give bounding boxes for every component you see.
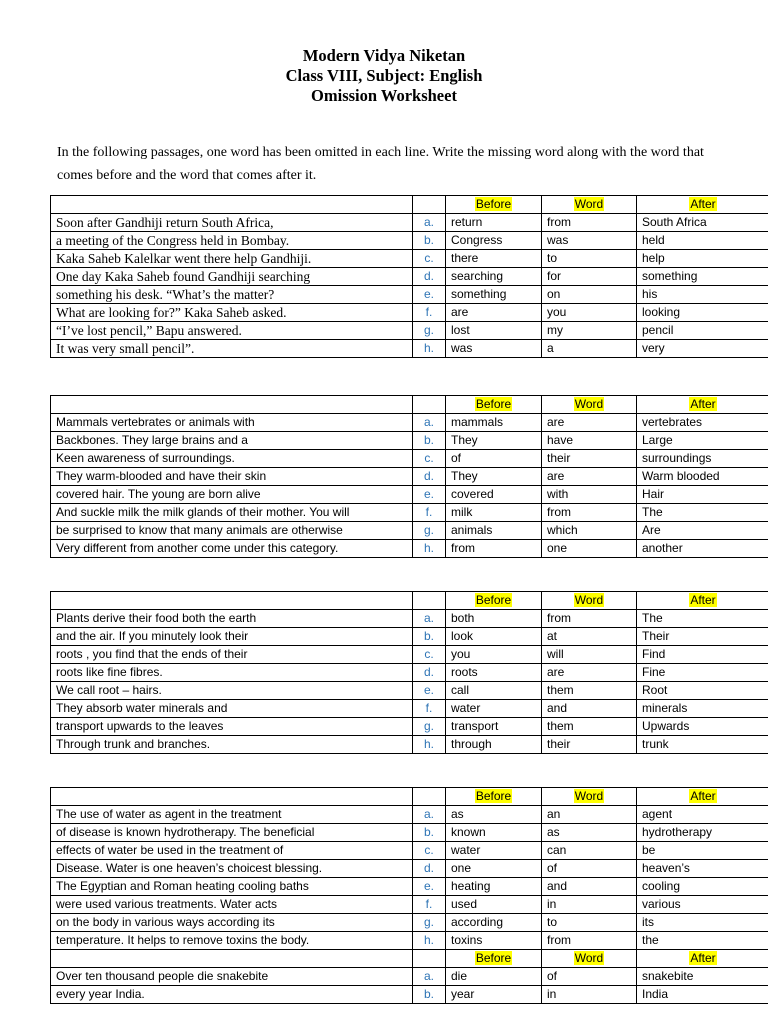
after-word: Fine — [637, 664, 768, 682]
missing-word: was — [542, 232, 637, 250]
after-word: Hair — [637, 486, 768, 504]
before-word: call — [446, 682, 542, 700]
before-word: year — [446, 986, 542, 1004]
before-word: They — [446, 468, 542, 486]
after-word: its — [637, 914, 768, 932]
item-letter: b. — [413, 986, 446, 1004]
column-header-word — [542, 788, 637, 806]
before-word: from — [446, 540, 542, 558]
table-header-row — [51, 950, 768, 968]
before-word: water — [446, 700, 542, 718]
passage-line: The use of water as agent in the treatment — [51, 806, 413, 824]
passage-line: were used various treatments. Water acts — [51, 896, 413, 914]
table-row — [51, 878, 768, 896]
passage-line: Through trunk and branches. — [51, 736, 413, 754]
before-word: there — [446, 250, 542, 268]
worksheet-title: Omission Worksheet — [311, 86, 457, 105]
missing-word: you — [542, 304, 637, 322]
before-word: mammals — [446, 414, 542, 432]
passage-line: effects of water be used in the treatment of — [51, 842, 413, 860]
column-header-after — [637, 396, 768, 414]
passage-line: Backbones. They large brains and a — [51, 432, 413, 450]
before-word: roots — [446, 664, 542, 682]
before-word: return — [446, 214, 542, 232]
column-header-label: Word — [574, 397, 604, 411]
after-word: Their — [637, 628, 768, 646]
column-header-label: Before — [475, 397, 512, 411]
passage-line: every year India. — [51, 986, 413, 1004]
item-letter: e. — [413, 682, 446, 700]
before-word: known — [446, 824, 542, 842]
missing-word: and — [542, 878, 637, 896]
after-word: his — [637, 286, 768, 304]
after-word: Find — [637, 646, 768, 664]
passage-line: They absorb water minerals and — [51, 700, 413, 718]
item-letter: b. — [413, 628, 446, 646]
missing-word: for — [542, 268, 637, 286]
after-word: Are — [637, 522, 768, 540]
after-word: help — [637, 250, 768, 268]
before-word: covered — [446, 486, 542, 504]
before-word: of — [446, 450, 542, 468]
item-letter: e. — [413, 486, 446, 504]
missing-word: have — [542, 432, 637, 450]
before-word: heating — [446, 878, 542, 896]
passage-line: something his desk. “What’s the matter? — [51, 286, 413, 304]
passage-line: Keen awareness of surroundings. — [51, 450, 413, 468]
passage-table-2 — [50, 395, 768, 558]
item-letter: h. — [413, 736, 446, 754]
table-row — [51, 468, 768, 486]
before-word: used — [446, 896, 542, 914]
worksheet-header — [0, 46, 768, 106]
before-word: according — [446, 914, 542, 932]
after-word: Upwards — [637, 718, 768, 736]
table-row — [51, 986, 768, 1004]
after-word: Warm blooded — [637, 468, 768, 486]
column-header-word — [542, 396, 637, 414]
column-header-after — [637, 592, 768, 610]
table-row — [51, 522, 768, 540]
missing-word: from — [542, 214, 637, 232]
item-letter: d. — [413, 664, 446, 682]
item-letter: b. — [413, 824, 446, 842]
table-row — [51, 718, 768, 736]
item-letter: c. — [413, 842, 446, 860]
after-word: India — [637, 986, 768, 1004]
item-letter: g. — [413, 718, 446, 736]
missing-word: and — [542, 700, 637, 718]
column-header-label: Word — [574, 197, 604, 211]
item-letter: h. — [413, 540, 446, 558]
missing-word: my — [542, 322, 637, 340]
passage-line: a meeting of the Congress held in Bombay. — [51, 232, 413, 250]
after-word: vertebrates — [637, 414, 768, 432]
table-row — [51, 824, 768, 842]
passage-table-1 — [50, 195, 768, 358]
table-row — [51, 340, 768, 358]
before-word: water — [446, 842, 542, 860]
before-word: was — [446, 340, 542, 358]
column-header-label: Before — [475, 951, 512, 965]
table-row — [51, 700, 768, 718]
after-word: snakebite — [637, 968, 768, 986]
table-row — [51, 250, 768, 268]
item-letter: a. — [413, 806, 446, 824]
table-row — [51, 842, 768, 860]
missing-word: are — [542, 468, 637, 486]
after-word: looking — [637, 304, 768, 322]
passage-line: covered hair. The young are born alive — [51, 486, 413, 504]
item-letter: b. — [413, 232, 446, 250]
before-word: look — [446, 628, 542, 646]
after-word: various — [637, 896, 768, 914]
missing-word: with — [542, 486, 637, 504]
item-letter: e. — [413, 878, 446, 896]
table-header-row — [51, 592, 768, 610]
column-header-label: Word — [574, 789, 604, 803]
after-word: South Africa — [637, 214, 768, 232]
table-row — [51, 432, 768, 450]
table-row — [51, 646, 768, 664]
item-letter: d. — [413, 468, 446, 486]
missing-word: can — [542, 842, 637, 860]
passage-line: Disease. Water is one heaven’s choicest blessing. — [51, 860, 413, 878]
column-header-after — [637, 950, 768, 968]
after-word: Large — [637, 432, 768, 450]
before-word: you — [446, 646, 542, 664]
passage-line: on the body in various ways according its — [51, 914, 413, 932]
item-letter: a. — [413, 414, 446, 432]
after-word: hydrotherapy — [637, 824, 768, 842]
missing-word: in — [542, 986, 637, 1004]
item-letter: c. — [413, 450, 446, 468]
column-header-before — [446, 788, 542, 806]
missing-word: to — [542, 250, 637, 268]
passage-line: They warm-blooded and have their skin — [51, 468, 413, 486]
before-word: something — [446, 286, 542, 304]
header-blank-cell — [413, 950, 446, 968]
table-row — [51, 214, 768, 232]
missing-word: from — [542, 610, 637, 628]
passage-line: of disease is known hydrotherapy. The beneficial — [51, 824, 413, 842]
header-blank-cell — [413, 196, 446, 214]
table-row — [51, 914, 768, 932]
table-row — [51, 540, 768, 558]
item-letter: b. — [413, 432, 446, 450]
passage-line: transport upwards to the leaves — [51, 718, 413, 736]
missing-word: on — [542, 286, 637, 304]
before-word: one — [446, 860, 542, 878]
item-letter: f. — [413, 896, 446, 914]
column-header-label: Before — [475, 593, 512, 607]
column-header-label: After — [690, 789, 716, 803]
table-row — [51, 414, 768, 432]
table-row — [51, 932, 768, 950]
after-word: be — [637, 842, 768, 860]
before-word: die — [446, 968, 542, 986]
item-letter: c. — [413, 250, 446, 268]
instructions-text: In the following passages, one word has been omitted in each line. Write the missing word along with the word that comes before and the word that comes after it. — [57, 145, 704, 183]
item-letter: f. — [413, 700, 446, 718]
table-row — [51, 664, 768, 682]
table-row — [51, 968, 768, 986]
item-letter: f. — [413, 504, 446, 522]
table-row — [51, 286, 768, 304]
before-word: through — [446, 736, 542, 754]
missing-word: them — [542, 682, 637, 700]
after-word: heaven’s — [637, 860, 768, 878]
passage-line: be surprised to know that many animals are otherwise — [51, 522, 413, 540]
before-word: transport — [446, 718, 542, 736]
header-blank-cell — [413, 788, 446, 806]
table-row — [51, 682, 768, 700]
column-header-label: After — [690, 951, 716, 965]
before-word: They — [446, 432, 542, 450]
passage-line: What are looking for?” Kaka Saheb asked. — [51, 304, 413, 322]
header-blank-cell — [51, 788, 413, 806]
table-row — [51, 806, 768, 824]
before-word: animals — [446, 522, 542, 540]
after-word: Root — [637, 682, 768, 700]
passage-line: “I’ve lost pencil,” Bapu answered. — [51, 322, 413, 340]
table-row — [51, 268, 768, 286]
missing-word: will — [542, 646, 637, 664]
table-row — [51, 322, 768, 340]
after-word: The — [637, 610, 768, 628]
missing-word: at — [542, 628, 637, 646]
before-word: as — [446, 806, 542, 824]
missing-word: to — [542, 914, 637, 932]
table-row — [51, 450, 768, 468]
item-letter: h. — [413, 932, 446, 950]
item-letter: d. — [413, 860, 446, 878]
header-blank-cell — [51, 592, 413, 610]
table-row — [51, 504, 768, 522]
before-word: lost — [446, 322, 542, 340]
missing-word: one — [542, 540, 637, 558]
after-word: the — [637, 932, 768, 950]
table-row — [51, 736, 768, 754]
before-word: are — [446, 304, 542, 322]
column-header-label: After — [690, 197, 716, 211]
passage-line: Over ten thousand people die snakebite — [51, 968, 413, 986]
passage-line: roots like fine fibres. — [51, 664, 413, 682]
column-header-after — [637, 196, 768, 214]
after-word: very — [637, 340, 768, 358]
table-header-row — [51, 788, 768, 806]
table-header-row — [51, 396, 768, 414]
column-header-word — [542, 950, 637, 968]
school-name: Modern Vidya Niketan — [302, 46, 466, 65]
item-letter: a. — [413, 968, 446, 986]
missing-word: from — [542, 504, 637, 522]
passage-line: It was very small pencil”. — [51, 340, 413, 358]
missing-word: of — [542, 860, 637, 878]
after-word: The — [637, 504, 768, 522]
passage-line: and the air. If you minutely look their — [51, 628, 413, 646]
missing-word: their — [542, 736, 637, 754]
table-row — [51, 860, 768, 878]
after-word: pencil — [637, 322, 768, 340]
before-word: searching — [446, 268, 542, 286]
item-letter: c. — [413, 646, 446, 664]
missing-word: a — [542, 340, 637, 358]
item-letter: h. — [413, 340, 446, 358]
before-word: toxins — [446, 932, 542, 950]
after-word: surroundings — [637, 450, 768, 468]
header-blank-cell — [413, 592, 446, 610]
column-header-before — [446, 592, 542, 610]
column-header-word — [542, 196, 637, 214]
after-word: cooling — [637, 878, 768, 896]
column-header-label: After — [690, 397, 716, 411]
after-word: trunk — [637, 736, 768, 754]
item-letter: a. — [413, 214, 446, 232]
column-header-label: Word — [574, 593, 604, 607]
after-word: another — [637, 540, 768, 558]
table-row — [51, 896, 768, 914]
missing-word: in — [542, 896, 637, 914]
item-letter: g. — [413, 914, 446, 932]
header-blank-cell — [51, 396, 413, 414]
column-header-before — [446, 950, 542, 968]
column-header-label: Before — [475, 197, 512, 211]
missing-word: them — [542, 718, 637, 736]
item-letter: a. — [413, 610, 446, 628]
table-row — [51, 486, 768, 504]
after-word: held — [637, 232, 768, 250]
passage-table-4 — [50, 787, 768, 1004]
before-word: both — [446, 610, 542, 628]
before-word: Congress — [446, 232, 542, 250]
column-header-after — [637, 788, 768, 806]
missing-word: their — [542, 450, 637, 468]
item-letter: e. — [413, 286, 446, 304]
after-word: minerals — [637, 700, 768, 718]
missing-word: an — [542, 806, 637, 824]
passage-line: And suckle milk the milk glands of their mother. You will — [51, 504, 413, 522]
header-blank-cell — [413, 396, 446, 414]
item-letter: d. — [413, 268, 446, 286]
table-row — [51, 610, 768, 628]
table-row — [51, 232, 768, 250]
passage-table-3 — [50, 591, 768, 754]
passage-line: roots , you find that the ends of their — [51, 646, 413, 664]
missing-word: are — [542, 414, 637, 432]
column-header-label: Word — [574, 951, 604, 965]
after-word: something — [637, 268, 768, 286]
missing-word: are — [542, 664, 637, 682]
column-header-before — [446, 396, 542, 414]
passage-line: Mammals vertebrates or animals with — [51, 414, 413, 432]
column-header-label: Before — [475, 789, 512, 803]
missing-word: as — [542, 824, 637, 842]
passage-line: We call root – hairs. — [51, 682, 413, 700]
item-letter: g. — [413, 522, 446, 540]
before-word: milk — [446, 504, 542, 522]
after-word: agent — [637, 806, 768, 824]
item-letter: g. — [413, 322, 446, 340]
passage-line: Kaka Saheb Kalelkar went there help Gandhiji. — [51, 250, 413, 268]
missing-word: which — [542, 522, 637, 540]
passage-line: temperature. It helps to remove toxins the body. — [51, 932, 413, 950]
column-header-label: After — [690, 593, 716, 607]
class-subject: Class VIII, Subject: English — [285, 66, 483, 85]
column-header-word — [542, 592, 637, 610]
passage-line: Plants derive their food both the earth — [51, 610, 413, 628]
table-row — [51, 304, 768, 322]
passage-line: Very different from another come under this category. — [51, 540, 413, 558]
missing-word: from — [542, 932, 637, 950]
header-blank-cell — [51, 950, 413, 968]
missing-word: of — [542, 968, 637, 986]
table-header-row — [51, 196, 768, 214]
passage-line: Soon after Gandhiji return South Africa, — [51, 214, 413, 232]
passage-line: The Egyptian and Roman heating cooling baths — [51, 878, 413, 896]
header-blank-cell — [51, 196, 413, 214]
item-letter: f. — [413, 304, 446, 322]
table-row — [51, 628, 768, 646]
column-header-before — [446, 196, 542, 214]
passage-line: One day Kaka Saheb found Gandhiji searching — [51, 268, 413, 286]
